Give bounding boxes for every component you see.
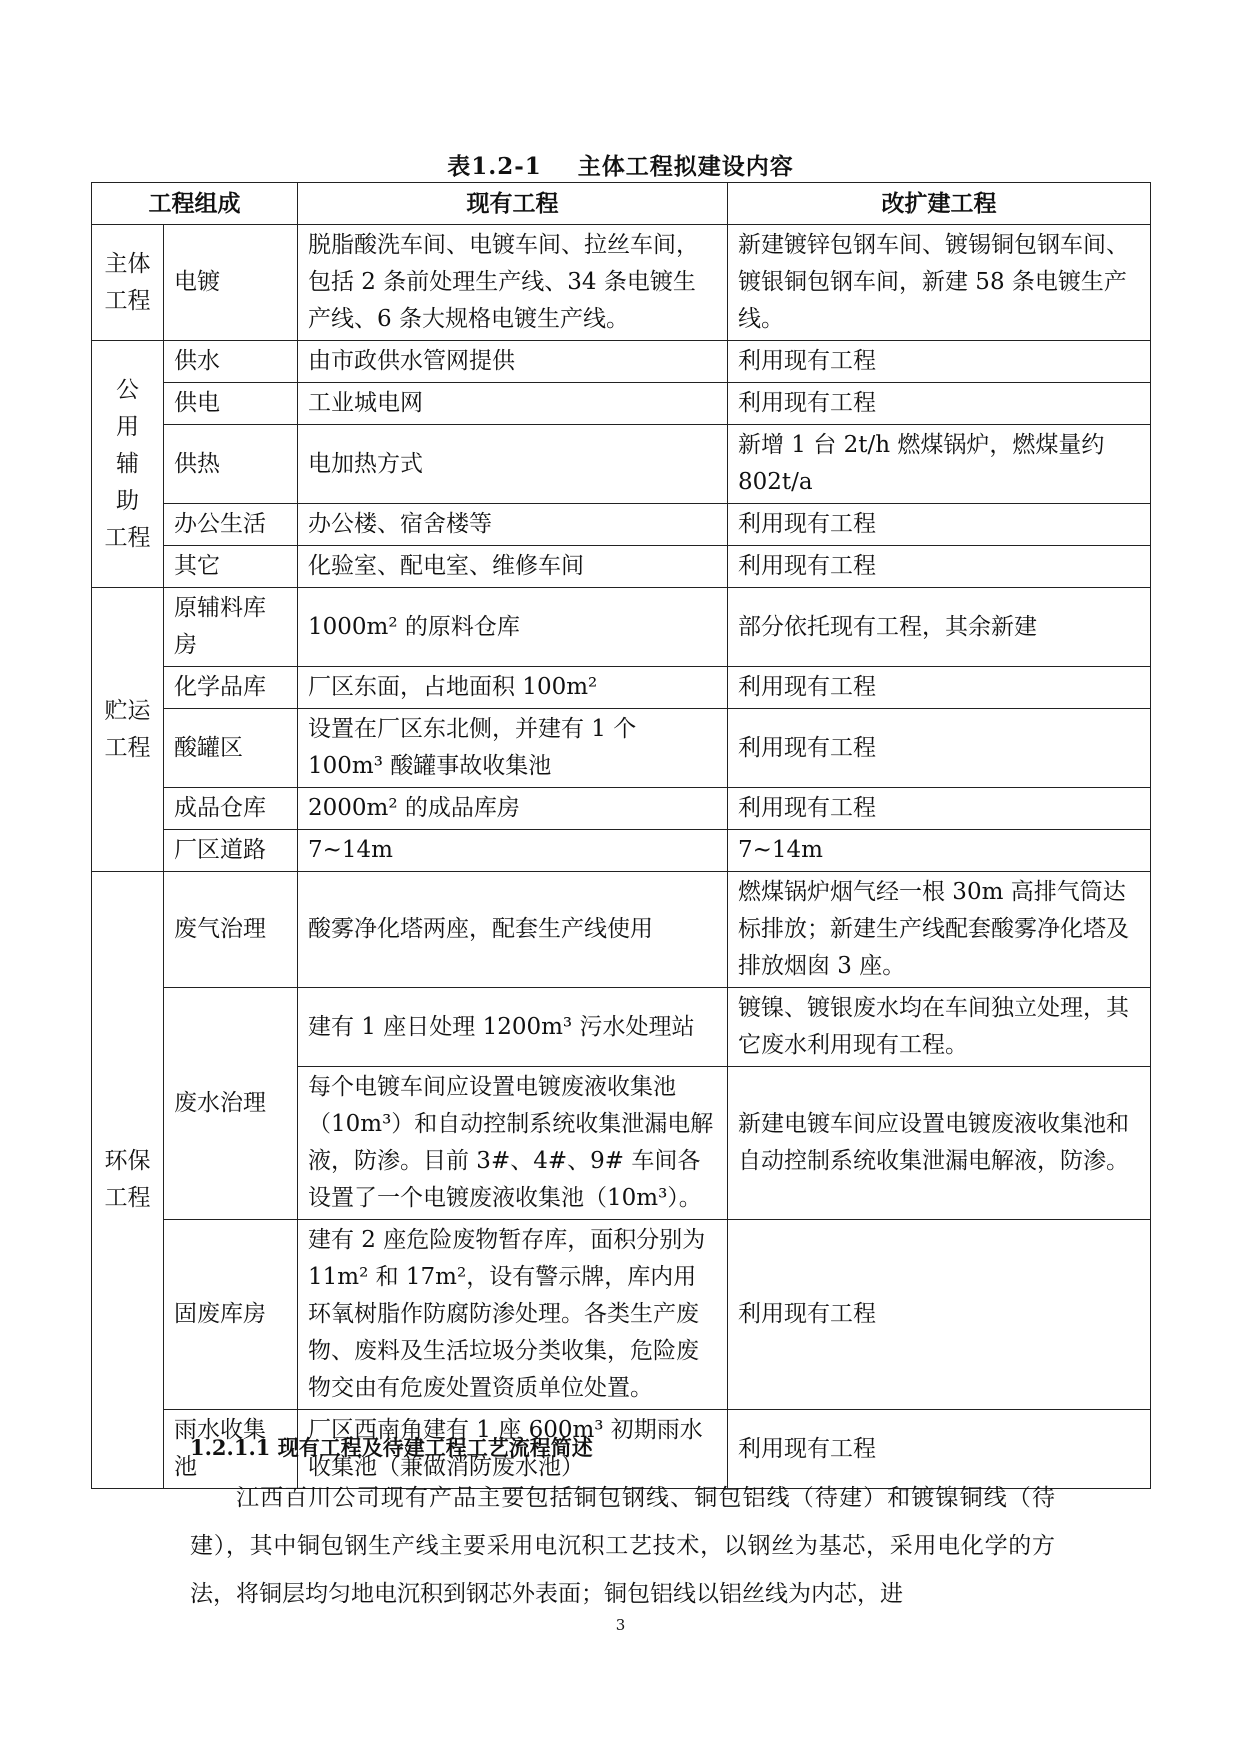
header-group: 工程组成 (92, 183, 298, 225)
table-caption-text: 主体工程拟建设内容 (577, 153, 794, 180)
item-cell: 酸罐区 (164, 709, 298, 788)
table-row (92, 1220, 1151, 1410)
expansion-cell: 新增 1 台 2t/h 燃煤锅炉，燃煤量约 802t/a (728, 425, 1151, 504)
table-row (92, 588, 1151, 667)
section-heading: 1.2.1.1 现有工程及待建工程工艺流程简述 (190, 1435, 593, 1460)
table-row (92, 788, 1151, 830)
table-row (92, 341, 1151, 383)
table-row (92, 872, 1151, 988)
expansion-cell: 利用现有工程 (728, 1410, 1151, 1489)
expansion-cell: 利用现有工程 (728, 504, 1151, 546)
table-row (92, 425, 1151, 504)
expansion-cell: 利用现有工程 (728, 546, 1151, 588)
existing-cell: 厂区东面，占地面积 100m² (298, 667, 728, 709)
group-cell-environment (92, 872, 164, 1489)
item-cell: 电镀 (164, 225, 298, 341)
expansion-cell: 7~14m (728, 830, 1151, 872)
paragraph: 江西百川公司现有产品主要包括铜包钢线、铜包铝线（待建）和镀镍铜线（待建），其中铜包钢生产线主要采用电沉积工艺技术，以钢丝为基芯，采用电化学的方法，将铜层均匀地电沉积到钢芯外表面；铜包铝线以铝丝线为内芯，进 (190, 1485, 1055, 1607)
group-label: 贮运 工程 (104, 697, 151, 761)
group-label: 公 用 辅 助 工程 (104, 376, 151, 551)
expansion-cell: 利用现有工程 (728, 667, 1151, 709)
table-row (92, 383, 1151, 425)
item-cell: 成品仓库 (164, 788, 298, 830)
existing-cell: 化验室、配电室、维修车间 (298, 546, 728, 588)
page-number: 3 (615, 1616, 626, 1634)
table-caption (0, 148, 1241, 181)
existing-cell: 工业城电网 (298, 383, 728, 425)
existing-cell: 酸雾净化塔两座，配套生产线使用 (298, 872, 728, 988)
item-cell: 办公生活 (164, 504, 298, 546)
item-cell: 供热 (164, 425, 298, 504)
header-expansion: 改扩建工程 (728, 183, 1151, 225)
item-cell: 雨水收集池 (164, 1410, 298, 1489)
group-cell-main (92, 225, 164, 341)
existing-cell: 每个电镀车间应设置电镀废液收集池（10m³）和自动控制系统收集泄漏电解液，防渗。目前 3#、4#、9# 车间各设置了一个电镀废液收集池（10m³）。 (298, 1067, 728, 1220)
group-cell-storage (92, 588, 164, 872)
item-cell: 废水治理 (164, 988, 298, 1220)
group-cell-utility (92, 341, 164, 588)
table-caption-number: 表1.2-1 (447, 153, 542, 180)
item-cell: 供水 (164, 341, 298, 383)
expansion-cell: 镀镍、镀银废水均在车间独立处理，其它废水利用现有工程。 (728, 988, 1151, 1067)
item-cell: 固废库房 (164, 1220, 298, 1410)
table-row (92, 546, 1151, 588)
table-row (92, 504, 1151, 546)
table-row (92, 225, 1151, 341)
header-existing: 现有工程 (298, 183, 728, 225)
expansion-cell: 新建电镀车间应设置电镀废液收集池和自动控制系统收集泄漏电解液，防渗。 (728, 1067, 1151, 1220)
existing-cell: 电加热方式 (298, 425, 728, 504)
expansion-cell: 利用现有工程 (728, 788, 1151, 830)
item-cell: 原辅料库房 (164, 588, 298, 667)
existing-cell: 建有 1 座日处理 1200m³ 污水处理站 (298, 988, 728, 1067)
item-cell: 其它 (164, 546, 298, 588)
existing-cell: 办公楼、宿舍楼等 (298, 504, 728, 546)
expansion-cell: 利用现有工程 (728, 383, 1151, 425)
table-row (92, 667, 1151, 709)
existing-cell: 2000m² 的成品库房 (298, 788, 728, 830)
group-label: 环保 工程 (104, 1148, 151, 1211)
expansion-cell: 燃煤锅炉烟气经一根 30m 高排气筒达标排放；新建生产线配套酸雾净化塔及排放烟囱 3 座。 (728, 872, 1151, 988)
table-row (92, 988, 1151, 1067)
expansion-cell: 利用现有工程 (728, 1220, 1151, 1410)
existing-cell: 脱脂酸洗车间、电镀车间、拉丝车间，包括 2 条前处理生产线、34 条电镀生产线、6 条大规格电镀生产线。 (298, 225, 728, 341)
expansion-cell: 新建镀锌包钢车间、镀锡铜包钢车间、镀银铜包钢车间，新建 58 条电镀生产线。 (728, 225, 1151, 341)
item-cell: 化学品库 (164, 667, 298, 709)
existing-cell: 1000m² 的原料仓库 (298, 588, 728, 667)
existing-cell: 厂区西南角建有 1 座 600m³ 初期雨水收集池（兼做消防废水池） (298, 1410, 728, 1489)
group-label: 主体 工程 (104, 250, 151, 314)
item-cell: 废气治理 (164, 872, 298, 988)
item-cell: 厂区道路 (164, 830, 298, 872)
existing-cell: 7~14m (298, 830, 728, 872)
body-text (190, 1474, 1055, 1618)
item-cell: 供电 (164, 383, 298, 425)
table-row (92, 830, 1151, 872)
existing-cell: 建有 2 座危险废物暂存库，面积分别为 11m² 和 17m²，设有警示牌，库内用环氧树脂作防腐防渗处理。各类生产废物、废料及生活垃圾分类收集，危险废物交由有危废处置资质单位处置。 (298, 1220, 728, 1410)
table-header-row (92, 183, 1151, 225)
existing-cell: 设置在厂区东北侧，并建有 1 个 100m³ 酸罐事故收集池 (298, 709, 728, 788)
expansion-cell: 利用现有工程 (728, 341, 1151, 383)
table-row (92, 709, 1151, 788)
project-content-table (91, 182, 1151, 1489)
expansion-cell: 部分依托现有工程，其余新建 (728, 588, 1151, 667)
expansion-cell: 利用现有工程 (728, 709, 1151, 788)
existing-cell: 由市政供水管网提供 (298, 341, 728, 383)
